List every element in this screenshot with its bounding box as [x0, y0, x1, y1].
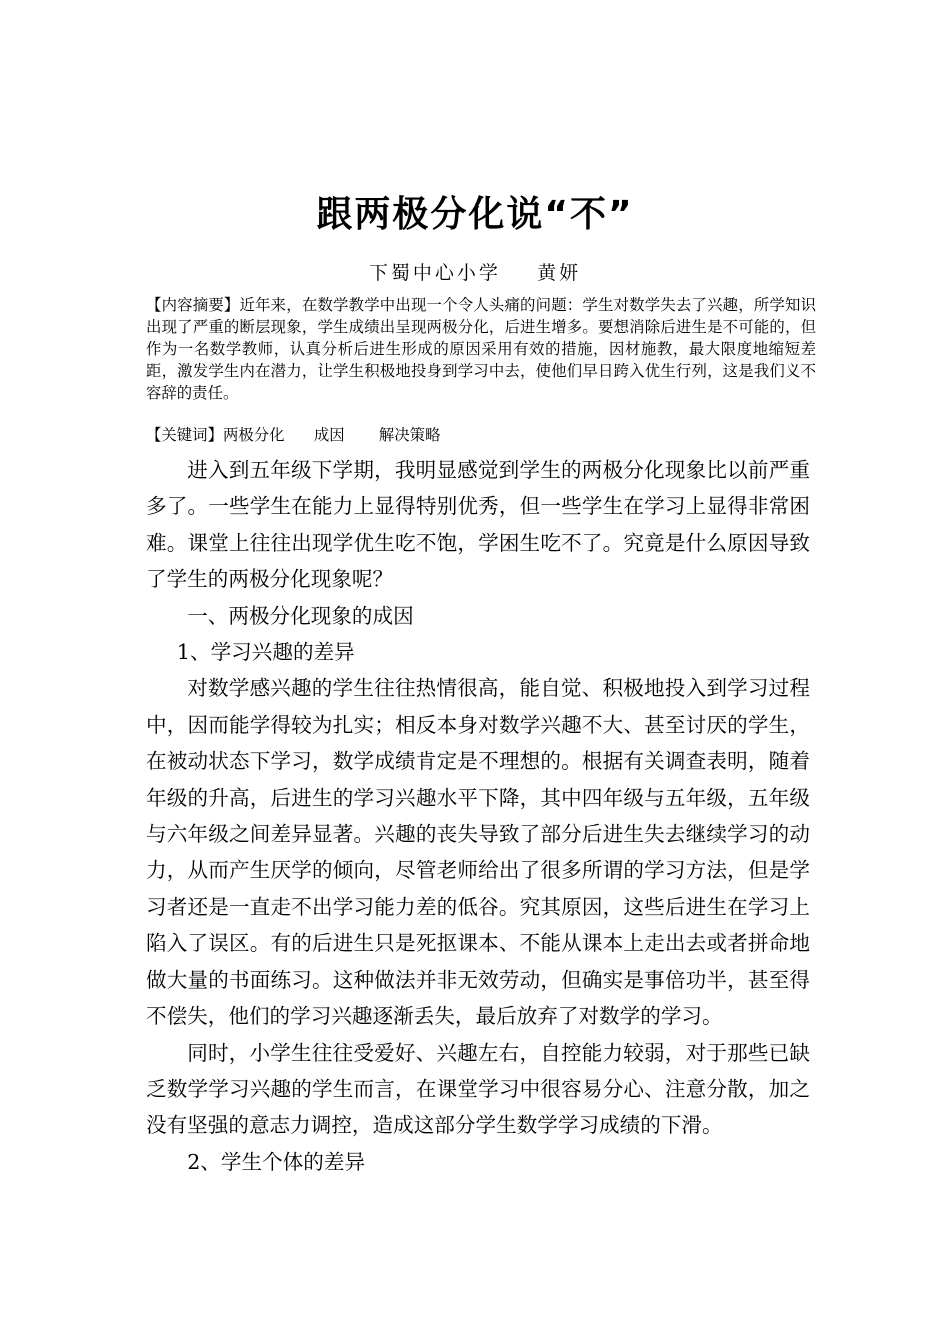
document-title: 跟两极分化说“不” — [316, 194, 634, 235]
abstract: 【内容摘要】近年来，在数学教学中出现一个令人头痛的问题：学生对数学失去了兴趣，所学知识出现了严重的断层现象，学生成绩出呈现两极分化，后进生增多。要想消除后进生是不可能的，但作为一名数学教师，认真分析后进生形成的原因采用有效的措施，因材施教，最大限度地缩短差距，激发学生内在潜力，让学生积极地投身到学习中去，使他们早日跨入优生行列，这是我们义不容辞的责任。 — [146, 296, 816, 402]
intro-paragraph: 进入到五年级下学期，我明显感觉到学生的两极分化现象比以前严重多了。一些学生在能力上显得特别优秀，但一些学生在学习上显得非常困难。课堂上往往出现学优生吃不饱，学困生吃不了。究竟是什么原因导致了学生的两极分化现象呢？ — [146, 458, 810, 592]
author-byline: 下蜀中心小学 黄妍 — [368, 262, 582, 284]
keywords: 【关键词】两极分化 成因 解决策略 — [146, 426, 441, 444]
subheading-interest-difference: 1、学习兴趣的差异 — [176, 640, 355, 665]
subheading-individual-difference: 2、学生个体的差异 — [187, 1149, 366, 1174]
paragraph-self-control: 同时，小学生往往受爱好、兴趣左右，自控能力较弱，对于那些已缺乏数学学习兴趣的学生而言，在课堂学习中很容易分心、注意分散，加之没有坚强的意志力调控，造成这部分学生数学学习成绩的下滑。 — [146, 1040, 810, 1138]
section-heading-causes: 一、两极分化现象的成因 — [187, 603, 414, 628]
paragraph-interest: 对数学感兴趣的学生往往热情很高，能自觉、积极地投入到学习过程中，因而能学得较为扎实；相反本身对数学兴趣不大、甚至讨厌的学生，在被动状态下学习，数学成绩肯定是不理想的。根据有关调查表明，随着年级的升高，后进生的学习兴趣水平下降，其中四年级与五年级，五年级与六年级之间差异显著。兴趣的丧失导致了部分后进生失去继续学习的动力，从而产生厌学的倾向，尽管老师给出了很多所谓的学习方法，但是学习者还是一直走不出学习能力差的低谷。究其原因，这些后进生在学习上陷入了误区。有的后进生只是死抠课本、不能从课本上走出去或者拼命地做大量的书面练习。这种做法并非无效劳动，但确实是事倍功半，甚至得不偿失，他们的学习兴趣逐渐丢失，最后放弃了对数学的学习。 — [146, 676, 810, 1029]
body-text — [146, 452, 810, 1180]
